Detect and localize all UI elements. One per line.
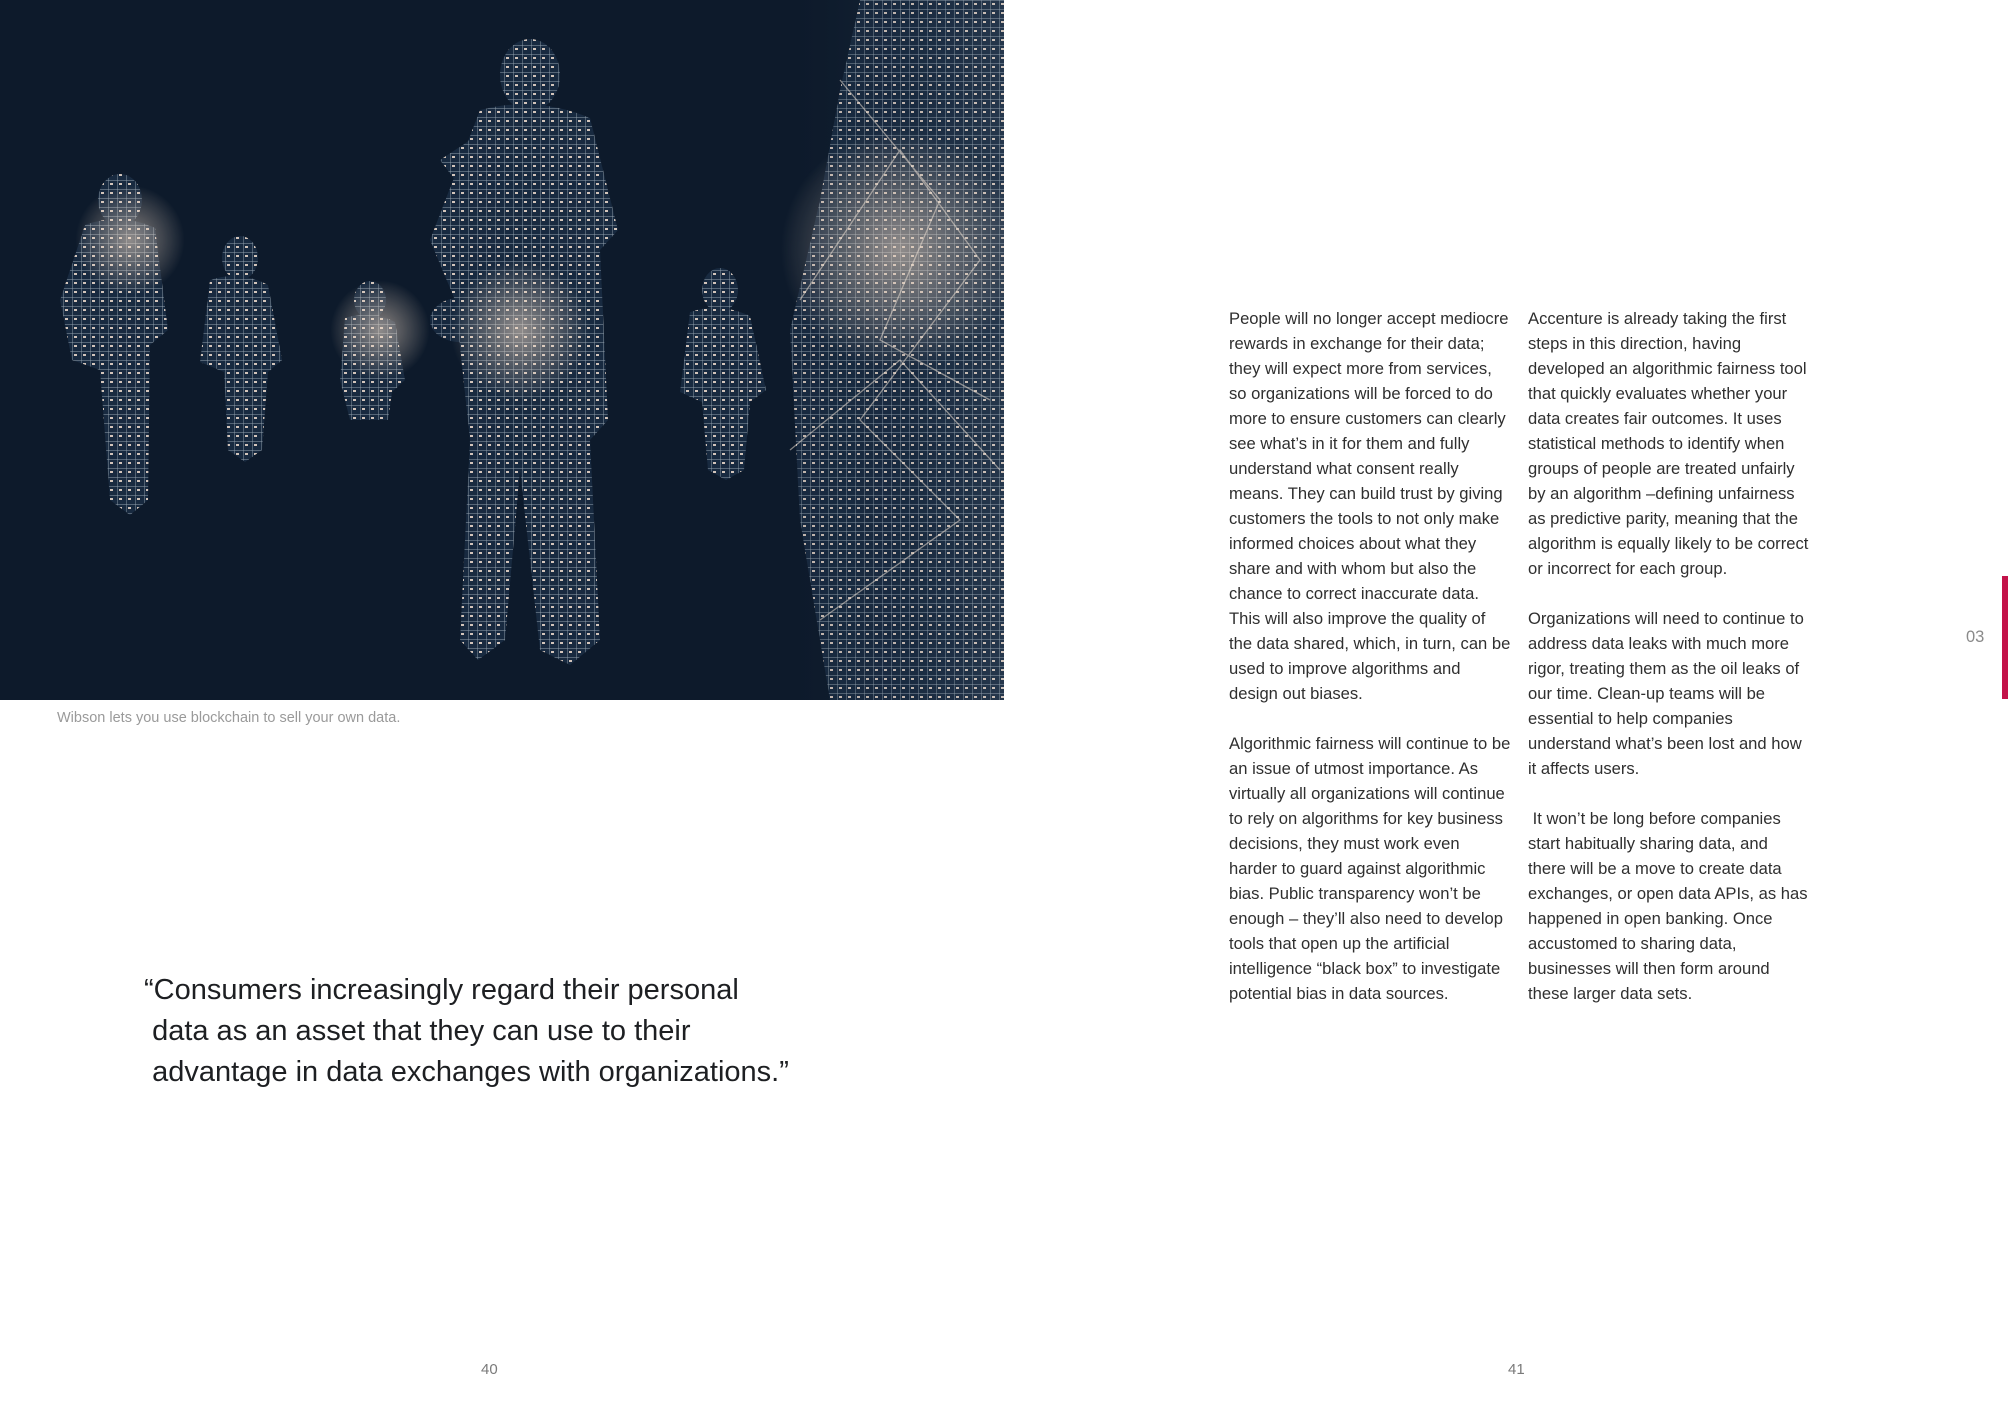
body-paragraph: Accenture is already taking the first steps in this direction, having developed an algorithmic fairness tool that quickly evaluates whether your data creates fair outcomes. It uses statistical methods to identify when groups of people are treated unfairly by an algorithm –defining unfairness as predictive parity, meaning that the algorithm is equally likely to be correct or incorrect for each group. bbox=[1528, 309, 1813, 578]
data-people-silhouettes-image bbox=[0, 0, 1004, 700]
body-paragraph: People will no longer accept mediocre rewards in exchange for their data; they will expect more from services, so organizations will be forced to do more to ensure customers can clearly see what’s in it for them and fully understand what consent really means. They can build trust by giving customers the tools to not only make informed choices about what they share and with whom but also the chance to correct inaccurate data. This will also improve the quality of the data shared, which, in turn, can be used to improve algorithms and design out biases. bbox=[1229, 309, 1515, 703]
body-paragraph: Algorithmic fairness will continue to be an issue of utmost importance. As virtually all organizations will continue to rely on algorithms for key business decisions, they must work even harder to guard against algorithmic bias. Public transparency won’t be enough – they’ll also need to develop tools that open up the artificial intelligence “black box” to investigate potential bias in data sources. bbox=[1229, 734, 1515, 1003]
body-column-2 bbox=[1528, 306, 1813, 1031]
body-paragraph: Organizations will need to continue to address data leaks with much more rigor, treating them as the oil leaks of our time. Clean-up teams will be essential to help companies understand what’s been lost and how it affects users. bbox=[1528, 609, 1809, 778]
body-column-1 bbox=[1229, 306, 1515, 1031]
section-tab-marker bbox=[2002, 576, 2008, 699]
page-number-right: 41 bbox=[1508, 1361, 1525, 1378]
page-number-left: 40 bbox=[481, 1361, 498, 1378]
body-paragraph: It won’t be long before companies start habitually sharing data, and there will be a move to create data exchanges, or open data APIs, as has happened in open banking. Once accustomed to sharing data, businesses will then form around these larger data sets. bbox=[1528, 809, 1813, 1003]
hero-image bbox=[0, 0, 1004, 700]
pull-quote-line: data as an asset that they can use to their bbox=[144, 1015, 691, 1047]
pull-quote-line: advantage in data exchanges with organizations.” bbox=[144, 1056, 789, 1088]
pull-quote bbox=[144, 970, 904, 1093]
image-caption: Wibson lets you use blockchain to sell your own data. bbox=[57, 710, 401, 726]
pull-quote-line: “Consumers increasingly regard their personal bbox=[144, 974, 739, 1006]
section-number: 03 bbox=[1966, 628, 1985, 646]
